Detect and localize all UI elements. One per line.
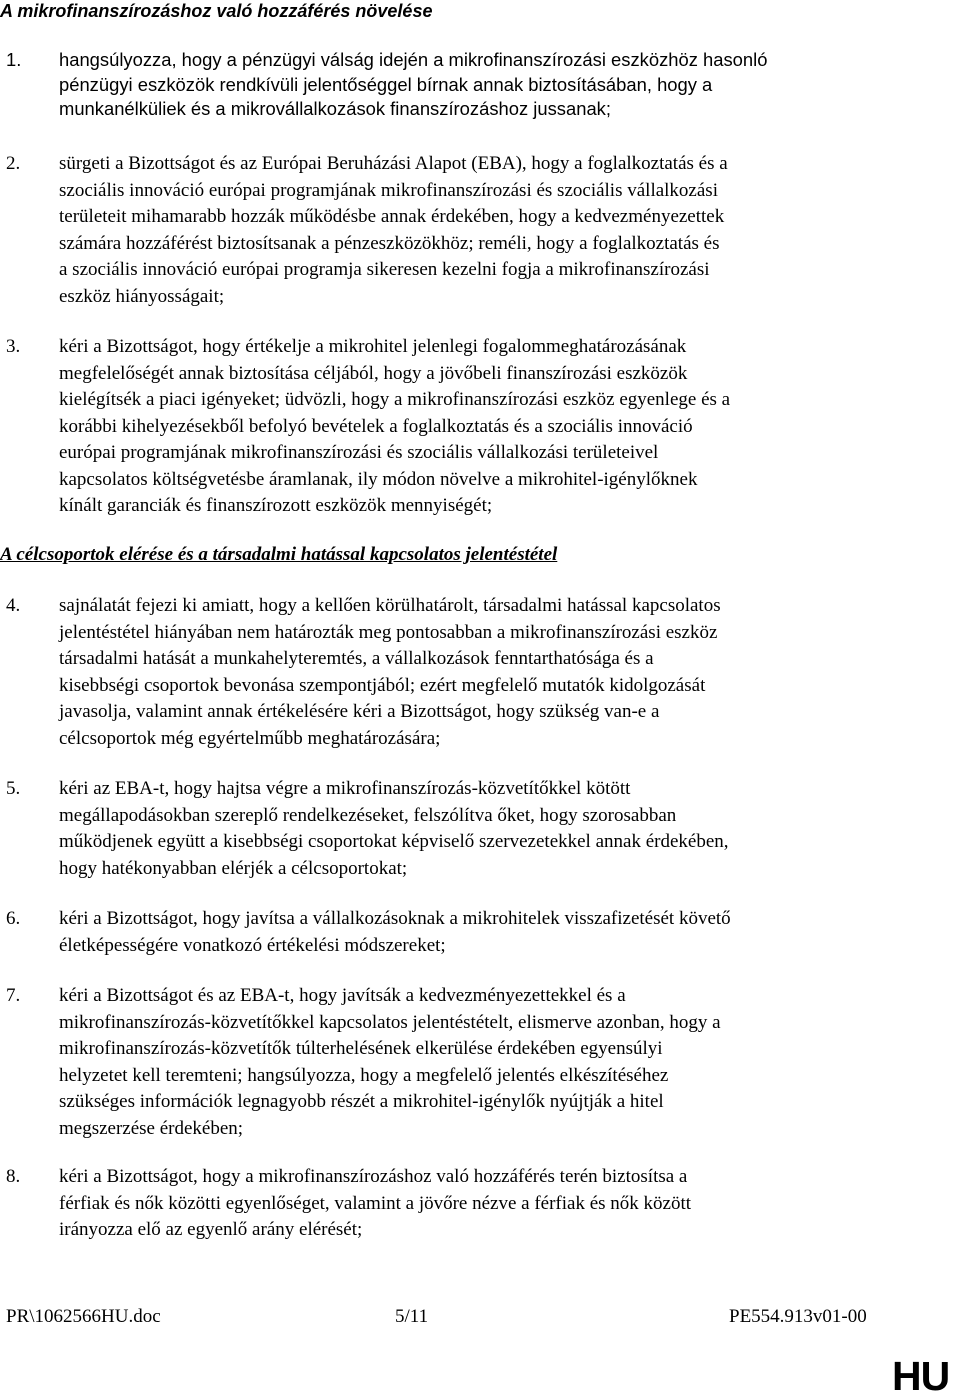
paragraph-line: hangsúlyozza, hogy a pénzügyi válság idején a mikrofinanszírozási eszközhöz hasonló xyxy=(59,49,768,70)
paragraph-line: működjenek együtt a kisebbségi csoportokat képviselő szervezetekkel annak érdekében, xyxy=(59,831,729,852)
paragraph-line: munkanélküliek és a mikrovállalkozások finanszírozáshoz jussanak; xyxy=(59,98,611,119)
document-number: PE554.913v01-00 xyxy=(729,1306,867,1327)
paragraph-line: kisebbségi csoportok bevonása szempontjából; ezért megfelelő mutatók kidolgozását xyxy=(59,674,706,696)
paragraph-number: 6. xyxy=(6,908,21,929)
paragraph-number: 4. xyxy=(6,595,21,616)
paragraph-number: 5. xyxy=(6,778,21,799)
paragraph-line: férfiak és nők közötti egyenlőséget, valamint a jövőre nézve a férfiak és nők között xyxy=(59,1192,692,1214)
paragraph-line: kéri az EBA-t, hogy hajtsa végre a mikrofinanszírozás-közvetítőkkel kötött xyxy=(59,778,631,799)
paragraph-line: pénzügyi eszközök rendkívüli jelentőséggel bírnak annak biztosításában, hogy a xyxy=(59,73,713,95)
paragraph-line: kapcsolatos költségvetésbe áramlanak, ily módon növelve a mikrohitel-igénylőknek xyxy=(59,468,698,490)
language-code: HU xyxy=(892,1353,950,1399)
paragraph-line: kielégítsék a piaci igényeket; üdvözli, hogy a mikrofinanszírozási eszköz egyenlege és a xyxy=(59,389,731,410)
paragraph-line: célcsoportok még egyértelműbb meghatározására; xyxy=(59,727,441,749)
paragraph-line: megállapodásokban szereplő rendelkezéseket, felszólítva őket, hogy szorosabban xyxy=(59,804,677,826)
paragraph-line: mikrofinanszírozás-közvetítők túlterhelésének elkerülése érdekében egyensúlyi xyxy=(59,1038,663,1059)
paragraph-number: 2. xyxy=(6,153,21,174)
paragraph-line: a szociális innováció európai programja sikeresen kezelni fogja a mikrofinanszírozási xyxy=(59,259,710,280)
section-heading-access: A mikrofinanszírozáshoz való hozzáférés növelése xyxy=(0,1,433,21)
section-heading-target-groups: A célcsoportok elérése és a társadalmi hatással kapcsolatos jelentéstétel xyxy=(0,544,558,565)
paragraph-line: korábbi kihelyezésekből befolyó bevételek a foglalkoztatás és a szociális innováció xyxy=(59,415,693,437)
paragraph-line: sürgeti a Bizottságot és az Európai Beruházási Alapot (EBA), hogy a foglalkoztatás és a xyxy=(59,153,728,174)
document-reference: PR\1062566HU.doc xyxy=(6,1306,161,1327)
paragraph-line: mikrofinanszírozás-közvetítőkkel kapcsolatos jelentéstételt, elismerve azonban, hogy a xyxy=(59,1011,721,1033)
paragraph-text xyxy=(59,906,959,959)
paragraph-line: szükséges információk legnagyobb részét a mikrohitel-igénylők nyújtják a hitel xyxy=(59,1091,664,1112)
paragraph-line: kéri a Bizottságot és az EBA-t, hogy javítsák a kedvezményezettekkel és a xyxy=(59,985,626,1006)
paragraph-text xyxy=(59,983,959,1142)
paragraph-text xyxy=(59,593,959,752)
paragraph-text xyxy=(59,151,959,310)
paragraph-line: életképességére vonatkozó értékelési módszereket; xyxy=(59,934,446,956)
paragraph-line: számára hozzáférést biztosítsanak a pénzeszközökhöz; reméli, hogy a foglalkoztatás és xyxy=(59,232,720,254)
paragraph-text xyxy=(59,48,959,122)
paragraph-line: kéri a Bizottságot, hogy javítsa a vállalkozásoknak a mikrohitelek visszafizetését követő xyxy=(59,908,731,929)
paragraph-line: sajnálatát fejezi ki amiatt, hogy a kellően körülhatárolt, társadalmi hatással kapcsolatos xyxy=(59,595,721,616)
paragraph-text xyxy=(59,334,959,520)
paragraph-number: 3. xyxy=(6,336,21,357)
paragraph-line: európai programjának mikrofinanszírozási és szociális vállalkozási területeivel xyxy=(59,442,659,463)
paragraph-line: hogy hatékonyabban elérjék a célcsoportokat; xyxy=(59,857,408,879)
paragraph-number: 1. xyxy=(6,49,22,70)
paragraph-line: megfelelőségét annak biztosítása céljából, hogy a jövőbeli finanszírozási eszközök xyxy=(59,362,688,384)
paragraph-text xyxy=(59,1164,959,1244)
paragraph-number: 8. xyxy=(6,1166,21,1187)
page-number: 5/11 xyxy=(395,1306,429,1327)
paragraph-line: megszerzése érdekében; xyxy=(59,1117,244,1139)
paragraph-number: 7. xyxy=(6,985,21,1006)
paragraph-line: kéri a Bizottságot, hogy értékelje a mikrohitel jelenlegi fogalommeghatározásának xyxy=(59,336,687,357)
paragraph-line: irányozza elő az egyenlő arány elérését; xyxy=(59,1219,363,1240)
paragraph-line: javasolja, valamint annak értékelésére kéri a Bizottságot, hogy szükség van-e a xyxy=(59,701,660,722)
paragraph-line: kínált garanciák és finanszírozott eszközök mennyiségét; xyxy=(59,495,493,516)
paragraph-line: kéri a Bizottságot, hogy a mikrofinanszírozáshoz való hozzáférés terén biztosítsa a xyxy=(59,1166,688,1187)
paragraph-line: eszköz hiányosságait; xyxy=(59,285,225,307)
paragraph-line: társadalmi hatását a munkahelyteremtés, a vállalkozások fenntarthatósága és a xyxy=(59,648,654,669)
paragraph-text xyxy=(59,776,959,882)
paragraph-line: jelentéstétel hiányában nem határozták meg pontosabban a mikrofinanszírozási eszköz xyxy=(59,621,718,643)
paragraph-line: szociális innováció európai programjának mikrofinanszírozási és szociális vállalkozási xyxy=(59,179,718,201)
paragraph-line: területeit mihamarabb hozzák működésbe annak érdekében, hogy a kedvezményezettek xyxy=(59,206,725,227)
paragraph-line: helyzetet kell teremteni; hangsúlyozza, hogy a megfelelő jelentés elkészítéséhez xyxy=(59,1064,669,1086)
